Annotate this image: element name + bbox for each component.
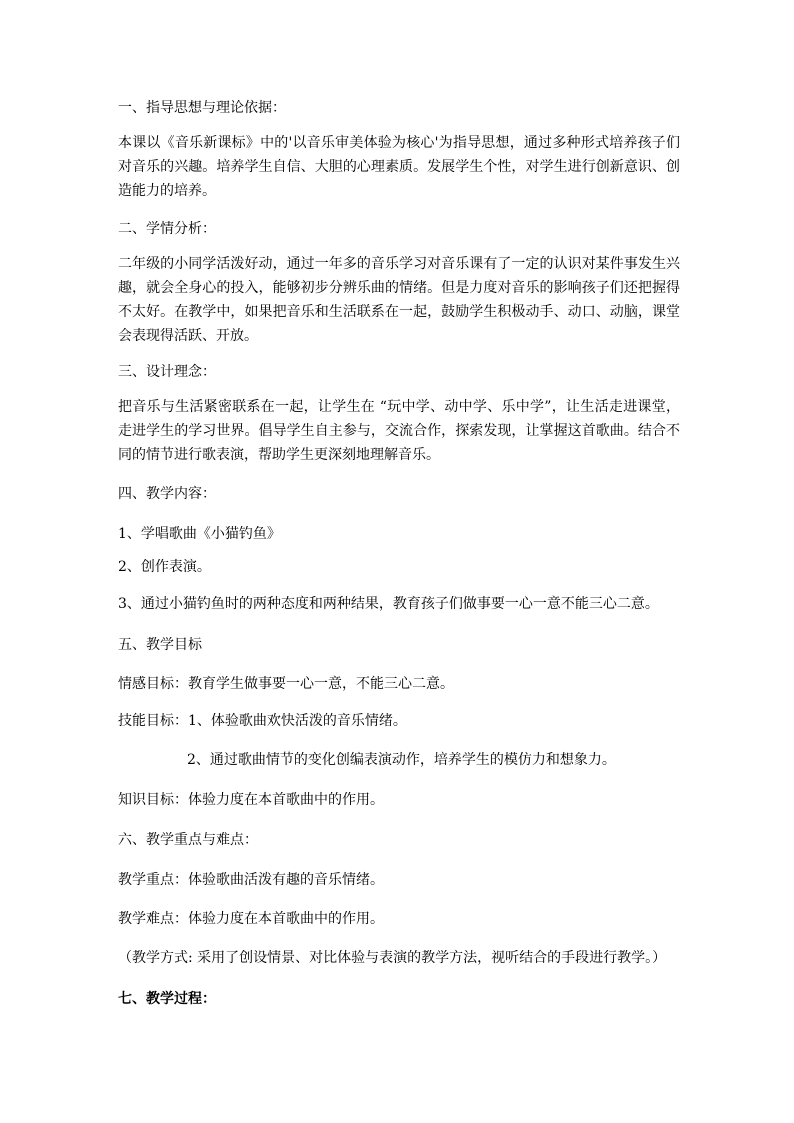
skill-goal-2: 2、通过歌曲情节的变化创编表演动作，培养学生的模仿力和想象力。 — [187, 752, 616, 768]
section-5-heading: 五、教学目标 — [118, 637, 202, 653]
section-7-heading: 七、教学过程： — [118, 991, 216, 1007]
section-1-heading: 一、指导思想与理论依据： — [118, 100, 286, 116]
section-2-heading: 二、学情分析： — [118, 221, 216, 237]
emotion-goal: 情感目标：教育学生做事要一心一意，不能三心二意。 — [118, 676, 454, 692]
knowledge-goal: 知识目标：体验力度在本首歌曲中的作用。 — [118, 792, 384, 808]
section-4-item-2: 2、创作表演。 — [118, 559, 211, 575]
teaching-method-note: （教学方式: 采用了创设情景、对比体验与表演的教学方法，视听结合的手段进行教学。） — [118, 950, 667, 966]
section-6-heading: 六、教学重点与难点： — [118, 832, 258, 848]
skill-goal-1: 技能目标：1、体验歌曲欢快活泼的音乐情绪。 — [118, 713, 407, 729]
section-3-heading: 三、设计理念： — [118, 364, 216, 380]
teaching-key-point: 教学重点：体验歌曲活泼有趣的音乐情绪。 — [118, 872, 384, 888]
section-3-body: 把音乐与生活紧密联系在一起，让学生在 “玩中学、动中学、乐中学”，让生活走进课堂，走进学生的学习世界。倡导学生自主参与，交流合作，探索发现，让掌握这首歌曲。结合不同的情节进行歌表演，帮助学生更深刻地理解音乐。 — [118, 399, 680, 463]
section-4-item-3: 3、通过小猫钓鱼时的两种态度和两种结果，教育孩子们做事要一心一意不能三心二意。 — [118, 596, 659, 612]
teaching-difficult-point: 教学难点：体验力度在本首歌曲中的作用。 — [118, 911, 384, 927]
section-2-body: 二年级的小同学活泼好动，通过一年多的音乐学习对音乐课有了一定的认识对某件事发生兴趣，就会全身心的投入，能够初步分辨乐曲的情绪。但是力度对音乐的影响孩子们还把握得不太好。在教学中，如果把音乐和生活联系在一起，鼓励学生积极动手、动口、动脑，课堂会表现得活跃、开放。 — [118, 256, 680, 344]
section-4-item-1: 1、学唱歌曲《小猫钓鱼》 — [118, 526, 281, 542]
section-1-body: 本课以《音乐新课标》中的'以音乐审美体验为核心'为指导思想，通过多种形式培养孩子们对音乐的兴趣。培养学生自信、大胆的心理素质。发展学生个性，对学生进行创新意识、创造能力的培养。 — [118, 135, 680, 199]
section-4-heading: 四、教学内容： — [118, 486, 216, 502]
